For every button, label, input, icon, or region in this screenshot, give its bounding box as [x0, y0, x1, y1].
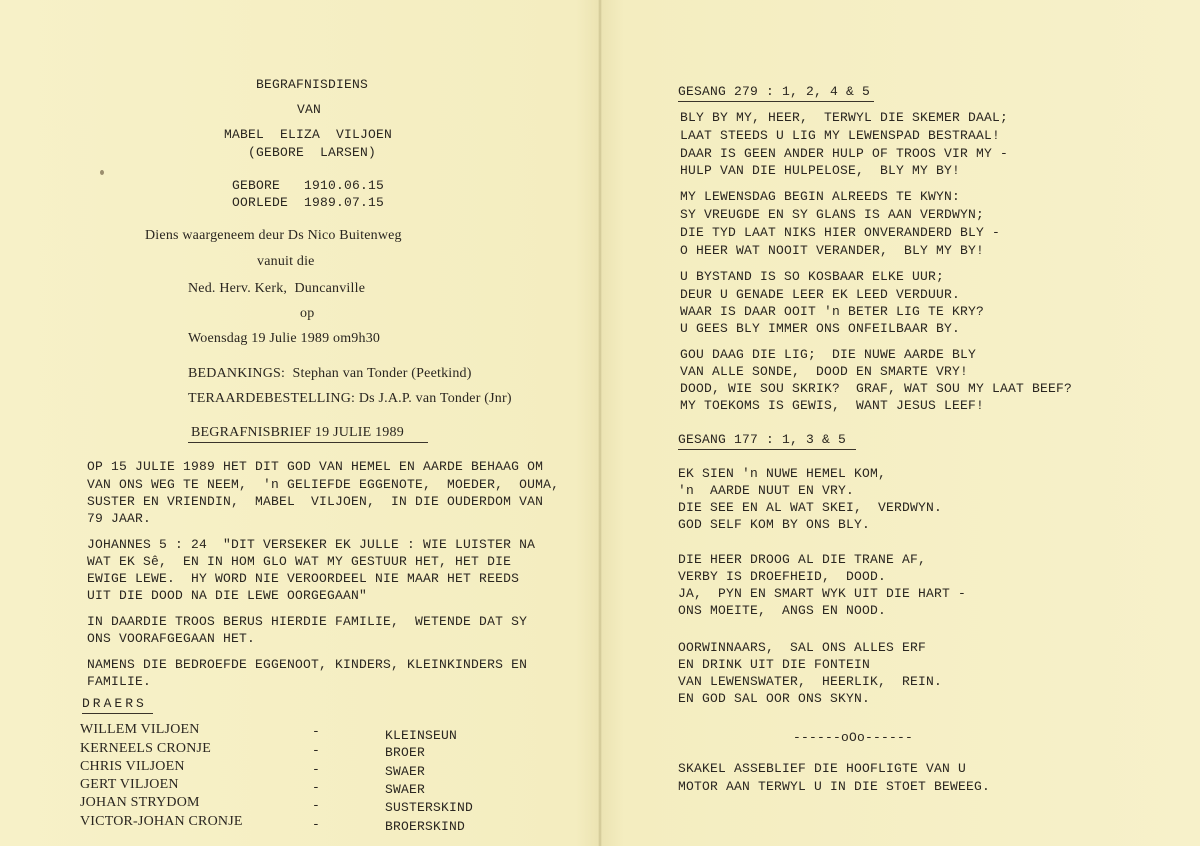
hymn-line: JA, PYN EN SMART WYK UIT DIE HART -: [678, 586, 967, 601]
closing-note-line-1: SKAKEL ASSEBLIEF DIE HOOFLIGTE VAN U: [678, 761, 967, 776]
service-on: op: [300, 306, 315, 321]
hymn-line: GOU DAAG DIE LIG; DIE NUWE AARDE BLY: [680, 347, 977, 362]
hymn-line: VERBY IS DROEFHEID, DOOD.: [678, 569, 887, 584]
hymn-line: MY LEWENSDAG BEGIN ALREEDS TE KWYN:: [680, 189, 961, 204]
bearer-relation: BROER: [385, 745, 426, 760]
bearer-relation: SWAER: [385, 764, 426, 779]
hymn-177-heading: GESANG 177 : 1, 3 & 5: [678, 432, 856, 450]
thanks-line: BEDANKINGS: Stephan van Tonder (Peetkind): [188, 366, 472, 381]
service-from: vanuit die: [257, 254, 315, 269]
maiden-name: (GEBORE LARSEN): [248, 145, 377, 160]
hymn-line: GOD SELF KOM BY ONS BLY.: [678, 517, 871, 532]
bearer-name: GERT VILJOEN: [80, 777, 179, 792]
church-name: Ned. Herv. Kerk, Duncanville: [188, 281, 366, 296]
hymn-line: DEUR U GENADE LEER EK LEED VERDUUR.: [680, 287, 961, 302]
scripture-line-3: EWIGE LEWE. HY WORD NIE VEROORDEEL NIE MAAR HET REEDS: [87, 571, 520, 586]
hymn-line: LAAT STEEDS U LIG MY LEWENSPAD BESTRAAL!: [680, 128, 1001, 143]
bearer-relation: SUSTERSKIND: [385, 800, 474, 815]
hymn-line: VAN LEWENSWATER, HEERLIK, REIN.: [678, 674, 943, 689]
hymn-line: U GEES BLY IMMER ONS ONFEILBAAR BY.: [680, 321, 961, 336]
hymn-279-heading: GESANG 279 : 1, 2, 4 & 5: [678, 84, 874, 102]
scripture-line-4: UIT DIE DOOD NA DIE LEWE OORGEGAAN": [87, 588, 368, 603]
bearer-dash: -: [312, 798, 321, 813]
bearer-dash: -: [312, 724, 321, 739]
bearers-heading: DRAERS: [82, 696, 153, 714]
bearer-dash: -: [312, 817, 321, 832]
hymn-line: 'n AARDE NUUT EN VRY.: [678, 483, 855, 498]
bearer-relation: BROERSKIND: [385, 819, 466, 834]
bearer-relation: SWAER: [385, 782, 426, 797]
hymn-line: EN DRINK UIT DIE FONTEIN: [678, 657, 871, 672]
hymn-line: DIE HEER DROOG AL DIE TRANE AF,: [678, 552, 927, 567]
hymn-line: DIE TYD LAAT NIKS HIER ONVERANDERD BLY -: [680, 225, 1001, 240]
bearer-name: CHRIS VILJOEN: [80, 759, 185, 774]
scripture-line-2: WAT EK Sê, EN IN HOM GLO WAT MY GESTUUR HET, HET DIE: [87, 554, 512, 569]
letter-line-3: SUSTER EN VRIENDIN, MABEL VILJOEN, IN DIE OUDERDOM VAN: [87, 494, 544, 509]
hymn-line: DIE SEE EN AL WAT SKEI, VERDWYN.: [678, 500, 943, 515]
hymn-line: U BYSTAND IS SO KOSBAAR ELKE UUR;: [680, 269, 945, 284]
hymn-line: EN GOD SAL OOR ONS SKYN.: [678, 691, 871, 706]
burial-line: TERAARDEBESTELLING: Ds J.A.P. van Tonder (Jnr): [188, 391, 512, 406]
hymn-line: ONS MOEITE, ANGS EN NOOD.: [678, 603, 887, 618]
hymn-line: SY VREUGDE EN SY GLANS IS AAN VERDWYN;: [680, 207, 985, 222]
header-title: BEGRAFNISDIENS: [256, 77, 369, 92]
letter-heading: BEGRAFNISBRIEF 19 JULIE 1989: [188, 425, 428, 443]
letter-line-1: OP 15 JULIE 1989 HET DIT GOD VAN HEMEL EN AARDE BEHAAG OM: [87, 459, 544, 474]
hymn-line: DAAR IS GEEN ANDER HULP OF TROOS VIR MY -: [680, 146, 1009, 161]
family-line-1: NAMENS DIE BEDROEFDE EGGENOOT, KINDERS, KLEINKINDERS EN: [87, 657, 528, 672]
bearer-name: VICTOR-JOHAN CRONJE: [80, 814, 243, 829]
bearer-name: JOHAN STRYDOM: [80, 795, 200, 810]
birth-date: GEBORE 1910.06.15: [232, 178, 385, 193]
hymn-line: MY TOEKOMS IS GEWIS, WANT JESUS LEEF!: [680, 398, 985, 413]
hymn-line: HULP VAN DIE HULPELOSE, BLY MY BY!: [680, 163, 961, 178]
hymn-line: O HEER WAT NOOIT VERANDER, BLY MY BY!: [680, 243, 985, 258]
service-date: Woensdag 19 Julie 1989 om9h30: [188, 331, 381, 346]
bearer-relation: KLEINSEUN: [385, 728, 458, 743]
closing-note-line-2: MOTOR AAN TERWYL U IN DIE STOET BEWEEG.: [678, 779, 991, 794]
hymn-line: WAAR IS DAAR OOIT 'n BETER LIG TE KRY?: [680, 304, 985, 319]
hymn-line: BLY BY MY, HEER, TERWYL DIE SKEMER DAAL;: [680, 110, 1009, 125]
bearer-dash: -: [312, 762, 321, 777]
header-van: VAN: [297, 102, 322, 117]
hymn-line: DOOD, WIE SOU SKRIK? GRAF, WAT SOU MY LAAT BEEF?: [680, 381, 1073, 396]
family-line-2: FAMILIE.: [87, 674, 152, 689]
paper-mark: [100, 170, 104, 175]
hymn-line: OORWINNAARS, SAL ONS ALLES ERF: [678, 640, 927, 655]
bearer-name: KERNEELS CRONJE: [80, 741, 211, 756]
deceased-name: MABEL ELIZA VILJOEN: [224, 127, 393, 142]
bearer-dash: -: [312, 743, 321, 758]
comfort-line-2: ONS VOORAFGEGAAN HET.: [87, 631, 256, 646]
comfort-line-1: IN DAARDIE TROOS BERUS HIERDIE FAMILIE, WETENDE DAT SY: [87, 614, 528, 629]
separator: ------oOo------: [793, 730, 914, 745]
page-fold: [598, 0, 602, 846]
letter-line-2: VAN ONS WEG TE NEEM, 'n GELIEFDE EGGENOTE, MOEDER, OUMA,: [87, 477, 560, 492]
service-officiant: Diens waargeneem deur Ds Nico Buitenweg: [145, 228, 402, 243]
death-date: OORLEDE 1989.07.15: [232, 195, 385, 210]
bearer-dash: -: [312, 780, 321, 795]
hymn-line: VAN ALLE SONDE, DOOD EN SMARTE VRY!: [680, 364, 969, 379]
hymn-line: EK SIEN 'n NUWE HEMEL KOM,: [678, 466, 887, 481]
bearer-name: WILLEM VILJOEN: [80, 722, 200, 737]
scripture-line-1: JOHANNES 5 : 24 "DIT VERSEKER EK JULLE : WIE LUISTER NA: [87, 537, 536, 552]
letter-line-4: 79 JAAR.: [87, 511, 152, 526]
